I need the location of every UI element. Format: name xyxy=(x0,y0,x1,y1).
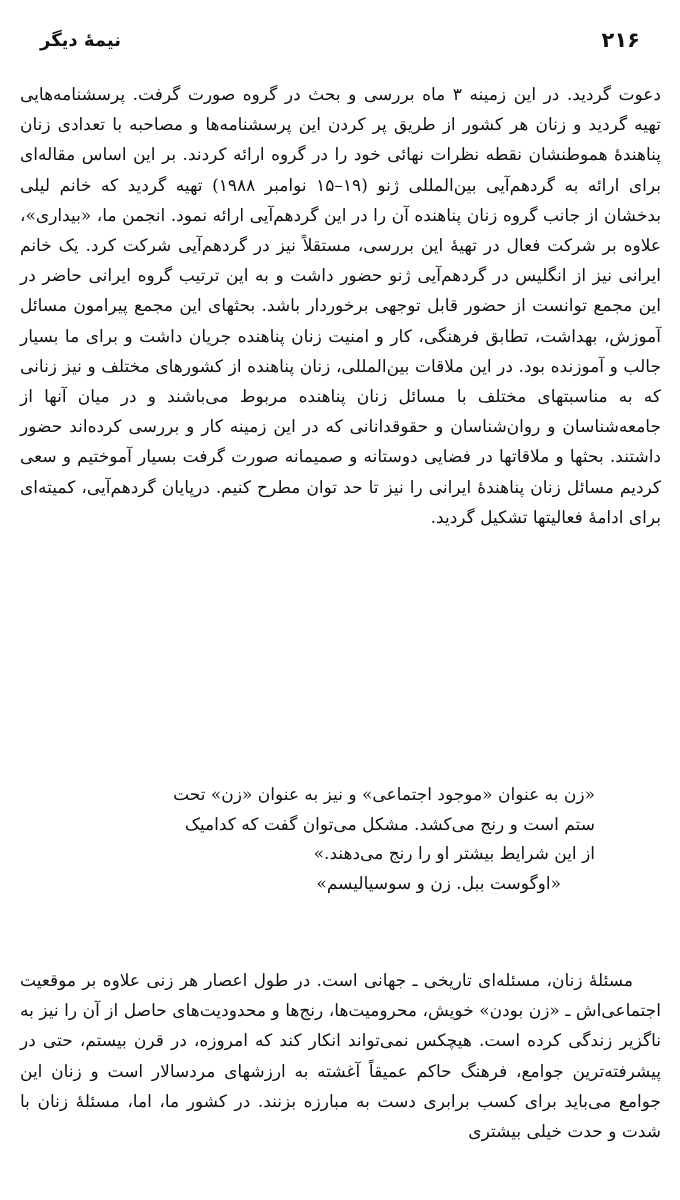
epigraph-quote xyxy=(173,781,595,899)
quote-line-1: «زن به عنوان «موجود اجتماعی» و نیز به عنوان «زن» تحت xyxy=(173,785,595,805)
quote-line-2: ستم است و رنج می‌کشد. مشکل می‌توان گفت که کدامیک xyxy=(184,814,595,835)
running-title: نیمهٔ دیگر xyxy=(40,30,122,51)
quote-source: «اوگوست ببل. زن و سوسیالیسم» xyxy=(316,873,561,894)
quote-line-3: از این شرایط بیشتر او را رنج می‌دهند.» xyxy=(313,844,595,864)
paragraph-1: دعوت گردید. در این زمینه ۳ ماه بررسی و بحث در گروه صورت گرفت. پرسشنامه‌هایی تهیه گردید و زنان هر کشور از طریق پر کردن این پرسشنامه‌ها و مصاحبه با تعدادی زنان پناهندهٔ هموطنشان نقطه نظرات نهائی خود را در گروه ارائه کردند. بر این اساس مقاله‌ای برای ارائه به گردهم‌آیی بین‌المللی ژنو (۱۹–۱۵ نوامبر ۱۹۸۸) تهیه گردید که خانم لیلی بدخشان از جانب گروه زنان پناهنده آن را در این گردهم‌آیی ارائه نمود. انجمن ما، «بیداری»، علاوه بر شرکت فعال در تهیهٔ این بررسی، مستقلاً نیز در گردهم‌آیی شرکت کرد. یک خانم ایرانی نیز از انگلیس در گردهم‌آیی ژنو حضور داشت و به این ترتیب گروه ایرانی حاضر در این مجمع توانست از حضور قابل توجهی برخوردار باشد. بحثهای این مجمع پیرامون مسائل آموزش، بهداشت، تطابق فرهنگی، کار و امنیت زنان پناهنده جریان داشت و برای ما بسیار جالب و آموزنده بود. در این ملاقات بین‌المللی، زنان پناهنده از کشورهای مختلف و نیز زنانی که به مناسبتهای مختلف با مسائل زنان پناهنده مربوط می‌باشند و در میان آنها از جامعه‌شناسان و روان‌شناسان و حقوقدانانی که در این زمینه کار و بررسی کرده‌اند حضور داشتند. بحثها و ملاقاتها در فضایی دوستانه و صمیمانه صورت گرفت بسیار آموختیم و سعی کردیم مسائل زنان پناهندهٔ ایرانی را نیز تا حد توان مطرح کنیم. درپایان گردهم‌آیی، کمیته‌ای برای ادامهٔ فعالیتها تشکیل گردید. xyxy=(20,85,661,528)
page-header xyxy=(40,28,640,58)
paragraph-2: مسئلهٔ زنان، مسئله‌ای تاریخی ـ جهانی است. در طول اعصار هر زنی علاوه بر موقعیت اجتماعی‌اش ـ «زن بودن» خویش، محرومیت‌ها، رنج‌ها و محدودیت‌های حاصل از آن را نیز به ناگزیر زندگی کرده است. هیچکس نمی‌تواند انکار کند که امروزه، در قرن بیستم، حتی در پیشرفته‌ترین جوامع، فرهنگ حاکم عمیقاً آغشته به ارزشهای مردسالار است و زنان این جوامع می‌باید برای کسب برابری دست به مبارزه بزنند. در کشور ما، اما، مسئلهٔ زنان با شدت و حدت خیلی بیشتری xyxy=(20,971,661,1143)
body-section-1 xyxy=(20,80,661,533)
body-section-2 xyxy=(20,966,661,1147)
page-number: ۲۱۶ xyxy=(601,28,640,52)
